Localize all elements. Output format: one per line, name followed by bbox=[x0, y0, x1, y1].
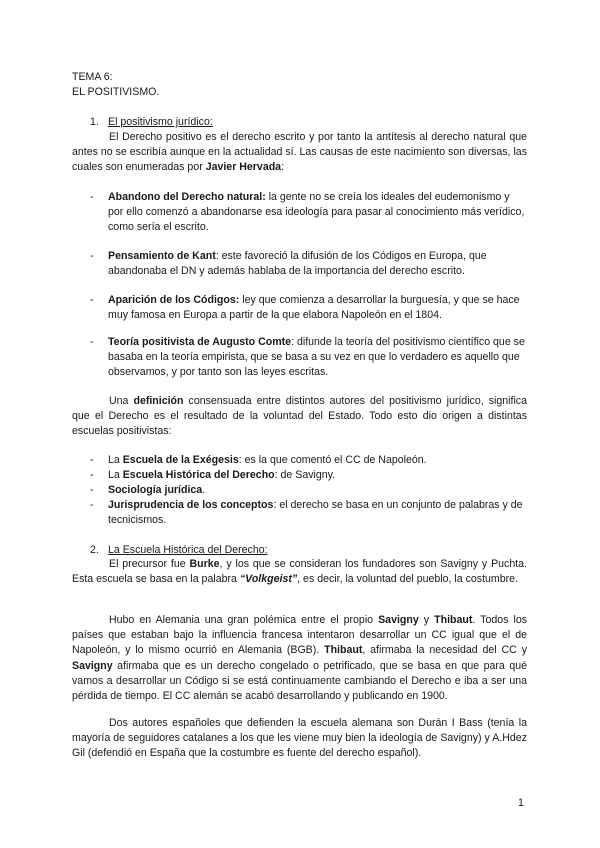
school-item-2: - La Escuela Histórica del Derecho: de Savigny. bbox=[90, 468, 527, 483]
page-number: 1 bbox=[518, 797, 524, 809]
dash-marker: - bbox=[90, 499, 94, 511]
section-1-number: 1. bbox=[90, 116, 99, 128]
cause-item-4: - Teoría positivista de Augusto Comte: difunde la teoría del positivismo científico que se basaba en la teoría empirista, que se basa a su vez en que lo verdadero es aquello que observamos, y por tanto son las leyes escritas. bbox=[90, 336, 525, 379]
definition-paragraph: Una definición consensuada entre distintos autores del positivismo jurídico, significa que el Derecho es el resultado de la voluntad del Estado. Todo esto dio origen a distintas escuelas positivistas: bbox=[72, 395, 527, 438]
section-1-intro: El Derecho positivo es el derecho escrito y por tanto la antítesis al derecho natural que antes no se escribía aunque en la actualidad sí. Las causas de este nacimiento son diversas, las cuales son enumeradas por Javier Hervada: bbox=[72, 131, 527, 174]
section-2-paragraph-1: El precursor fue Burke, y los que se consideran los fundadores son Savigny y Puchta. Esta escuela se basa en la palabra “Volkgeist”, es decir, la voluntad del pueblo, la costumbre. bbox=[72, 558, 527, 586]
author-name: Javier Hervada bbox=[205, 161, 282, 174]
school-item-1: - La Escuela de la Exégesis: es la que comentó el CC de Napoleón. bbox=[90, 453, 527, 468]
cause-item-3: - Aparición de los Códigos: ley que comienza a desarrollar la burguesía, y que se hace muy famosa en Europa a partir de la que elabora Napoleón en el 1804. bbox=[90, 294, 520, 322]
section-2-number: 2. bbox=[90, 544, 99, 556]
school-item-4: - Jurisprudencia de los conceptos: el derecho se basa en un conjunto de palabras y de tecnicismos. bbox=[90, 499, 523, 527]
dash-marker: - bbox=[90, 484, 94, 496]
cause-item-2: - Pensamiento de Kant: este favoreció la difusión de los Códigos en Europa, que abandonaba el DN y además hablaba de la importancia del derecho escrito. bbox=[90, 250, 487, 278]
dash-marker: - bbox=[90, 191, 94, 203]
cause-item-1: - Abandono del Derecho natural: la gente no se creía los ideales del eudemonismo y por ello comenzó a abandonarse esa ideología para pasar al conocimiento más verídico, como sería el escrito. bbox=[90, 191, 525, 234]
section-2-paragraph-3: Dos autores españoles que defienden la escuela alemana son Durán I Bass (tenía la mayoría de seguidores catalanes a los que les viene muy bien la ideología de Savigny) y A.Hdez Gil (defendió en España que la costumbre es fuente del derecho español). bbox=[72, 717, 527, 760]
dash-marker: - bbox=[90, 469, 94, 481]
title-line-2: EL POSITIVISMO. bbox=[72, 86, 160, 98]
dash-marker: - bbox=[90, 454, 94, 466]
section-1-title: El positivismo jurídico: bbox=[108, 116, 213, 128]
section-2-title: La Escuela Histórica del Derecho: bbox=[108, 544, 268, 556]
school-item-3: - Sociología jurídica. bbox=[90, 483, 527, 498]
dash-marker: - bbox=[90, 336, 94, 348]
dash-marker: - bbox=[90, 294, 94, 306]
dash-marker: - bbox=[90, 250, 94, 262]
section-2-paragraph-2: Hubo en Alemania una gran polémica entre el propio Savigny y Thibaut. Todos los países que estaban bajo la influencia francesa intentaron desarrollar un CC igual que el de Napoleón, y lo mismo ocurrió en Alemania (BGB). Thibaut, afirmaba la necesidad del CC y Savigny afirmaba que es un derecho congelado o petrificado, que se basa en que para qué vamos a desarrollar un Código si se está continuamente cambiando el Derecho e iba a ser una pérdida de tiempo. El CC alemán se acabó desarrollando y publicando en 1900. bbox=[72, 614, 528, 703]
title-line-1: TEMA 6: bbox=[72, 71, 113, 83]
